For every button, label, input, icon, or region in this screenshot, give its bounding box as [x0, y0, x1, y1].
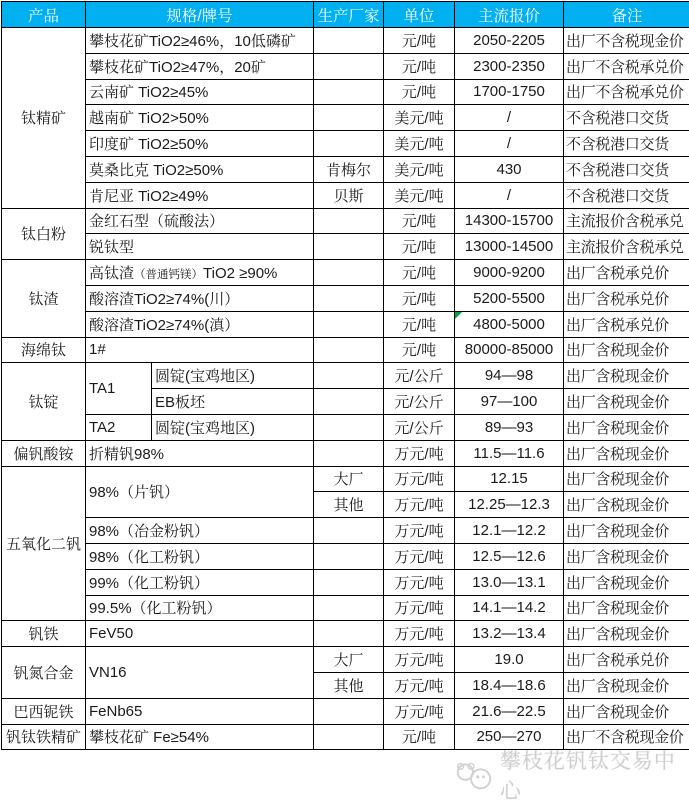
maker-cell: [314, 337, 384, 363]
price-cell: 97—100: [455, 389, 564, 415]
maker-cell: 大厂: [314, 647, 384, 673]
spec-cell: EB板坯: [152, 389, 314, 415]
price-cell: 80000-85000: [455, 337, 564, 363]
table-row: [2, 131, 689, 157]
spec-cell: 肯尼亚 TiO2≥49%: [86, 182, 314, 208]
table-row: [2, 260, 689, 286]
price-cell: 1700-1750: [455, 79, 564, 105]
maker-cell: [314, 105, 384, 131]
maker-cell: 其他: [314, 492, 384, 518]
maker-cell: 肯梅尔: [314, 156, 384, 182]
price-cell: 430: [455, 156, 564, 182]
maker-cell: [314, 131, 384, 157]
spec-cell: 圆锭(宝鸡地区): [152, 414, 314, 440]
maker-cell: [314, 440, 384, 466]
unit-cell: 元/公斤: [384, 414, 455, 440]
note-cell: 出厂含税现金价: [564, 543, 689, 569]
maker-cell: [314, 698, 384, 724]
note-cell: 出厂含税承兑价: [564, 260, 689, 286]
note-cell: 出厂不含税现金价: [564, 724, 689, 750]
unit-cell: 元/吨: [384, 28, 455, 54]
spec-cell: VN16: [86, 647, 314, 699]
spec-text-part: 高钛渣: [89, 265, 134, 282]
table-row: [2, 105, 689, 131]
note-cell: 出厂含税现金价: [564, 363, 689, 389]
table-row: [2, 647, 689, 673]
maker-cell: 贝斯: [314, 182, 384, 208]
unit-cell: 元/吨: [384, 234, 455, 260]
note-cell: 主流报价含税承兑: [564, 208, 689, 234]
unit-cell: 元/吨: [384, 260, 455, 286]
maker-cell: [314, 724, 384, 750]
spec-cell: 99.5%（化工粉钒）: [86, 595, 314, 621]
note-cell: 出厂含税承兑价: [564, 647, 689, 673]
product-cell: 巴西铌铁: [2, 698, 86, 724]
table-row: [2, 156, 689, 182]
price-cell: 2050-2205: [455, 28, 564, 54]
unit-cell: 万元/吨: [384, 647, 455, 673]
note-cell: 不含税港口交货: [564, 105, 689, 131]
product-cell: 海绵钛: [2, 337, 86, 363]
table-row: [2, 698, 689, 724]
price-cell: /: [455, 182, 564, 208]
maker-cell: 其他: [314, 672, 384, 698]
note-cell: 出厂含税现金价: [564, 389, 689, 415]
note-cell: 出厂含税现金价: [564, 698, 689, 724]
product-cell: 钛渣: [2, 260, 86, 337]
spec-cell: 锐钛型: [86, 234, 314, 260]
maker-cell: [314, 28, 384, 54]
spec-cell: 圆锭(宝鸡地区): [152, 363, 314, 389]
spec-cell: FeV50: [86, 621, 314, 647]
unit-cell: 万元/吨: [384, 543, 455, 569]
maker-cell: [314, 543, 384, 569]
price-cell: 14.1—14.2: [455, 595, 564, 621]
spec-cell: 酸溶渣TiO2≥74%(川）: [86, 285, 314, 311]
note-cell: 出厂不含税现金价: [564, 28, 689, 54]
price-cell: /: [455, 105, 564, 131]
spec-cell: 莫桑比克 TiO2≥50%: [86, 156, 314, 182]
header-cell: 规格/牌号: [86, 2, 314, 28]
price-cell: 89—93: [455, 414, 564, 440]
maker-cell: [314, 389, 384, 415]
table-row: [2, 208, 689, 234]
spec-cell: 99%（化工粉钒）: [86, 569, 314, 595]
price-cell: 2300-2350: [455, 53, 564, 79]
unit-cell: 美元/吨: [384, 131, 455, 157]
price-cell: 13.2—13.4: [455, 621, 564, 647]
table-row: [2, 543, 689, 569]
spec-cell: 印度矿 TiO2≥50%: [86, 131, 314, 157]
note-cell: 出厂含税现金价: [564, 466, 689, 492]
table-row: [2, 621, 689, 647]
table-row: [2, 363, 689, 389]
spec-cell: 1#: [86, 337, 314, 363]
note-cell: 不含税港口交货: [564, 131, 689, 157]
unit-cell: 元/吨: [384, 337, 455, 363]
spec-cell: 98%（冶金粉钒）: [86, 518, 314, 544]
header-cell: 备注: [564, 2, 689, 28]
note-cell: 出厂含税现金价: [564, 569, 689, 595]
unit-cell: 万元/吨: [384, 569, 455, 595]
product-cell: 钒钛铁精矿: [2, 724, 86, 750]
product-cell: 钛精矿: [2, 28, 86, 209]
note-cell: 出厂含税现金价: [564, 672, 689, 698]
price-cell: 21.6—22.5: [455, 698, 564, 724]
maker-cell: [314, 53, 384, 79]
note-cell: 出厂不含税承兑价: [564, 53, 689, 79]
spec-cell: 金红石型（硫酸法）: [86, 208, 314, 234]
table-row: [2, 337, 689, 363]
spec-cell: 折精钒98%: [86, 440, 314, 466]
product-cell: 五氧化二钒: [2, 466, 86, 621]
watermark-text: 攀枝花钒钛交易中心: [500, 745, 689, 805]
unit-cell: 元/吨: [384, 724, 455, 750]
maker-cell: [314, 621, 384, 647]
spec-cell: 攀枝花矿 Fe≥54%: [86, 724, 314, 750]
note-cell: 出厂含税现金价: [564, 621, 689, 647]
price-cell: 12.1—12.2: [455, 518, 564, 544]
price-cell: 12.5—12.6: [455, 543, 564, 569]
table-row: [2, 414, 689, 440]
spec-text-part: TiO2 ≥90%: [203, 265, 277, 282]
spec-cell: 酸溶渣TiO2≥74%(滇）: [86, 311, 314, 337]
spec-text-part: （普通钙镁）: [134, 269, 203, 281]
price-cell: 4800-5000: [455, 311, 564, 337]
price-cell: 11.5—11.6: [455, 440, 564, 466]
product-cell: 钛白粉: [2, 208, 86, 260]
note-cell: 主流报价含税承兑: [564, 234, 689, 260]
price-cell: 18.4—18.6: [455, 672, 564, 698]
note-cell: 出厂含税承兑价: [564, 311, 689, 337]
price-cell: /: [455, 131, 564, 157]
table-row: [2, 311, 689, 337]
unit-cell: 元/吨: [384, 285, 455, 311]
unit-cell: 万元/吨: [384, 440, 455, 466]
unit-cell: 元/公斤: [384, 389, 455, 415]
table-row: [2, 285, 689, 311]
maker-cell: [314, 208, 384, 234]
unit-cell: 元/吨: [384, 79, 455, 105]
price-cell: 250—270: [455, 724, 564, 750]
header-row: [2, 2, 689, 28]
spec-cell: 98%（化工粉钒）: [86, 543, 314, 569]
note-cell: 出厂不含税承兑价: [564, 79, 689, 105]
unit-cell: 元/吨: [384, 311, 455, 337]
note-cell: 出厂含税现金价: [564, 492, 689, 518]
product-cell: 钛锭: [2, 363, 86, 440]
spec-cell: 越南矿 TiO2>50%: [86, 105, 314, 131]
maker-cell: [314, 518, 384, 544]
spec-cell: TA2: [86, 414, 152, 440]
product-cell: 钒铁: [2, 621, 86, 647]
maker-cell: [314, 569, 384, 595]
unit-cell: 万元/吨: [384, 466, 455, 492]
note-cell: 不含税港口交货: [564, 156, 689, 182]
price-table: [1, 1, 689, 750]
product-cell: 钒氮合金: [2, 647, 86, 699]
table-row: [2, 79, 689, 105]
table-row: [2, 53, 689, 79]
comment-marker-icon: [455, 312, 462, 319]
unit-cell: 万元/吨: [384, 672, 455, 698]
unit-cell: 美元/吨: [384, 105, 455, 131]
note-cell: 出厂含税现金价: [564, 518, 689, 544]
unit-cell: 万元/吨: [384, 698, 455, 724]
spec-cell: FeNb65: [86, 698, 314, 724]
spec-cell: 98%（片钒）: [86, 466, 314, 518]
spec-cell: [86, 260, 314, 286]
maker-cell: [314, 595, 384, 621]
unit-cell: 美元/吨: [384, 182, 455, 208]
header-cell: 主流报价: [455, 2, 564, 28]
note-cell: 出厂含税现金价: [564, 595, 689, 621]
table-row: [2, 440, 689, 466]
unit-cell: 美元/吨: [384, 156, 455, 182]
price-cell: 13000-14500: [455, 234, 564, 260]
price-cell: 9000-9200: [455, 260, 564, 286]
price-table-body: [2, 2, 689, 750]
unit-cell: 万元/吨: [384, 595, 455, 621]
table-row: [2, 28, 689, 54]
unit-cell: 万元/吨: [384, 518, 455, 544]
note-cell: 出厂含税现金价: [564, 440, 689, 466]
unit-cell: 万元/吨: [384, 492, 455, 518]
maker-cell: [314, 311, 384, 337]
maker-cell: [314, 285, 384, 311]
maker-cell: 大厂: [314, 466, 384, 492]
maker-cell: [314, 234, 384, 260]
table-row: [2, 724, 689, 750]
unit-cell: 元/吨: [384, 208, 455, 234]
spec-cell: 攀枝花矿TiO2≥46%，10低磷矿: [86, 28, 314, 54]
header-cell: 单位: [384, 2, 455, 28]
unit-cell: 元/吨: [384, 53, 455, 79]
table-row: [2, 466, 689, 492]
table-row: [2, 234, 689, 260]
watermark: [452, 745, 689, 805]
price-cell: 14300-15700: [455, 208, 564, 234]
maker-cell: [314, 414, 384, 440]
maker-cell: [314, 260, 384, 286]
spec-cell: TA1: [86, 363, 152, 415]
header-cell: 生产厂家: [314, 2, 384, 28]
spec-cell: 攀枝花矿TiO2≥47%，20矿: [86, 53, 314, 79]
unit-cell: 元/公斤: [384, 363, 455, 389]
product-cell: 偏钒酸铵: [2, 440, 86, 466]
maker-cell: [314, 363, 384, 389]
unit-cell: 万元/吨: [384, 621, 455, 647]
note-cell: 出厂含税承兑价: [564, 285, 689, 311]
note-cell: 出厂含税现金价: [564, 414, 689, 440]
spec-cell: 云南矿 TiO2≥45%: [86, 79, 314, 105]
table-row: [2, 518, 689, 544]
table-row: [2, 182, 689, 208]
price-cell: 5200-5500: [455, 285, 564, 311]
note-cell: 出厂含税现金价: [564, 337, 689, 363]
header-cell: 产品: [2, 2, 86, 28]
note-cell: 不含税港口交货: [564, 182, 689, 208]
price-cell: 94—98: [455, 363, 564, 389]
price-cell: 12.15: [455, 466, 564, 492]
table-row: [2, 595, 689, 621]
price-cell: 12.25—12.3: [455, 492, 564, 518]
price-cell: 19.0: [455, 647, 564, 673]
table-row: [2, 569, 689, 595]
maker-cell: [314, 79, 384, 105]
price-cell: 13.0—13.1: [455, 569, 564, 595]
